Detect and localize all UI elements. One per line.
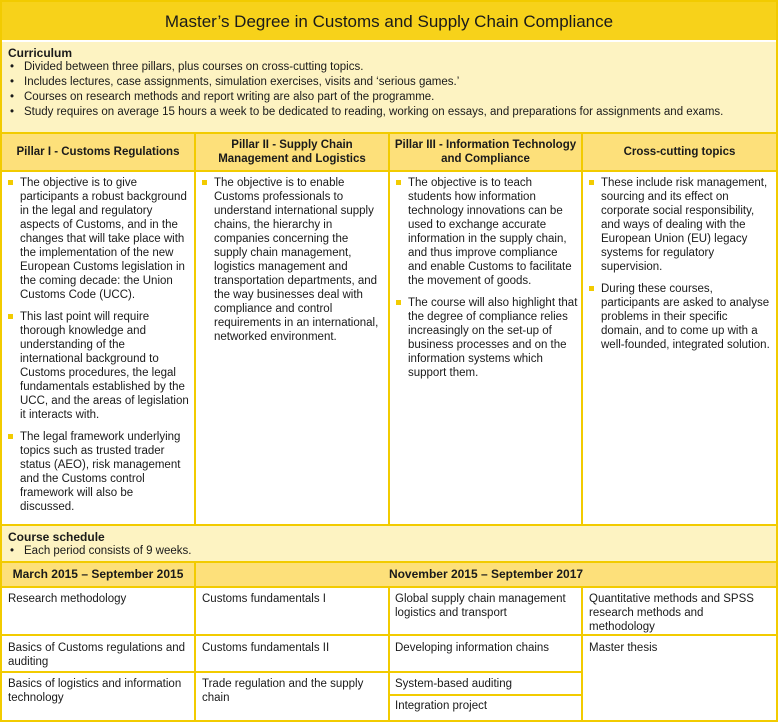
divider bbox=[2, 671, 583, 673]
list-item: The objective is to give participants a robust background in the legal and regulatory aspects of Customs, and in the changes that will take place with the implementation of the new European Customs legislation in the coming decade: the Union Customs Code (UCC). bbox=[6, 176, 190, 302]
list-item: • Divided between three pillars, plus courses on cross-cutting topics. bbox=[8, 60, 723, 75]
pillar-1-heading: Pillar I - Customs Regulations bbox=[2, 134, 194, 170]
divider bbox=[2, 634, 776, 636]
divider bbox=[581, 586, 583, 720]
list-item: During these courses, participants are asked to analyse problems in their specific domain, and to come up with a well-founded, integrated solution. bbox=[587, 282, 771, 352]
divider bbox=[2, 170, 776, 172]
list-item: The course will also highlight that the degree of compliance relies increasingly on the set-up of business processes and on the information systems which support them. bbox=[394, 296, 578, 380]
pillar-2-body bbox=[200, 172, 384, 528]
course-cell: Customs fundamentals I bbox=[202, 592, 382, 606]
divider bbox=[388, 586, 390, 720]
cross-cutting-heading: Cross-cutting topics bbox=[583, 134, 776, 170]
course-cell: Developing information chains bbox=[395, 641, 577, 655]
page-title: Master’s Degree in Customs and Supply Chain Compliance bbox=[2, 2, 776, 40]
course-cell: Integration project bbox=[395, 699, 577, 713]
course-cell: Global supply chain management logistics and transport bbox=[395, 592, 577, 620]
divider bbox=[2, 132, 776, 134]
schedule-list bbox=[8, 544, 191, 559]
divider bbox=[581, 134, 583, 526]
course-cell: Quantitative methods and SPSS research methods and methodology bbox=[589, 592, 771, 634]
cross-cutting-body bbox=[587, 172, 771, 528]
course-cell: Master thesis bbox=[589, 641, 771, 655]
list-item: The legal framework underlying topics such as trusted trader status (AEO), risk management and the Customs control framework will also be discussed. bbox=[6, 430, 190, 514]
divider bbox=[388, 134, 390, 526]
course-cell: Customs fundamentals II bbox=[202, 641, 382, 655]
course-cell: Basics of logistics and information technology bbox=[8, 677, 188, 705]
list-item: These include risk management, sourcing and its effect on corporate social responsibility, and ways of dealing with the European Union (EU) legacy systems for regulatory supervision. bbox=[587, 176, 771, 274]
course-cell: Trade regulation and the supply chain bbox=[202, 677, 382, 705]
list-item: • Includes lectures, case assignments, simulation exercises, visits and ‘serious games.’ bbox=[8, 75, 723, 90]
pillar-1-body bbox=[6, 172, 190, 528]
curriculum-list bbox=[8, 60, 723, 120]
period-2-heading: November 2015 – September 2017 bbox=[196, 563, 776, 586]
course-cell: Basics of Customs regulations and auditing bbox=[8, 641, 188, 669]
list-item: The objective is to enable Customs professionals to understand international supply chains, the hierarchy in companies concerning the supply chain management, logistics management and transportation departments, and the way businesses deal with compliance and control requirements in an international, networked environment. bbox=[200, 176, 384, 344]
divider bbox=[390, 694, 583, 696]
course-cell: System-based auditing bbox=[395, 677, 577, 691]
schedule-heading: Course schedule bbox=[8, 530, 105, 544]
list-item: This last point will require thorough knowledge and understanding of the international background to Customs procedures, the legal fundamentals established by the UCC, and the areas of legislation it interacts with. bbox=[6, 310, 190, 422]
list-item: The objective is to teach students how information technology innovations can be used to exchange accurate information in the supply chain, and thus improve compliance and enable Customs to facilitate the movement of goods. bbox=[394, 176, 578, 288]
curriculum-heading: Curriculum bbox=[8, 46, 73, 60]
curriculum-section bbox=[2, 42, 776, 132]
list-item: • Each period consists of 9 weeks. bbox=[8, 544, 191, 559]
list-item: • Courses on research methods and report writing are also part of the programme. bbox=[8, 90, 723, 105]
list-item: • Study requires on average 15 hours a week to be dedicated to reading, working on essays, and preparations for assignments and exams. bbox=[8, 105, 723, 120]
period-1-heading: March 2015 – September 2015 bbox=[2, 563, 194, 586]
pillar-3-body bbox=[394, 172, 578, 528]
schedule-section bbox=[2, 526, 776, 562]
pillar-2-heading: Pillar II - Supply Chain Management and Logistics bbox=[196, 134, 388, 170]
divider bbox=[194, 134, 196, 526]
pillar-3-heading: Pillar III - Information Technology and Compliance bbox=[390, 134, 581, 170]
course-cell: Research methodology bbox=[8, 592, 188, 606]
